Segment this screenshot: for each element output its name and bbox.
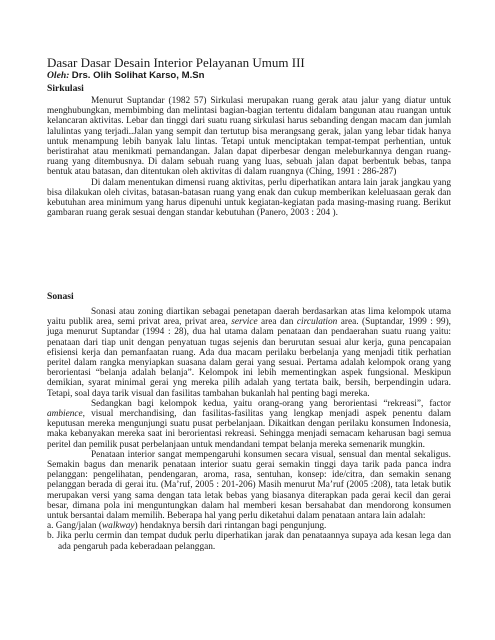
text-run: area dan — [257, 317, 297, 328]
section-heading-sirkulasi: Sirkulasi — [47, 83, 84, 94]
text-run: ) hendaknya bersih dari rintangan bagi pengunjung. — [134, 521, 327, 532]
paragraph — [47, 399, 451, 450]
text-run: Sonasi atau zoning diartikan sebagai penetapan daerah berdasarkan atas lima kelompok utama yaitu publik area, semi privat area, privat area, — [47, 307, 451, 328]
section-body-sonasi — [47, 307, 451, 552]
italic-term: service — [231, 317, 258, 328]
text-run: area. (Suptandar, 1999 : 99), juga menurut Suptandar (1994 : 28), dua hal utama dalam penataan dan pendaerahan suatu ruang yaitu: penataan dari tiap unit dengan penyatuan tugas sejenis dan berurutan sesuai alur kerja, guna pencapaian efisiensi kerja dan pemanfaatan ruang. Ada dua macam perilaku berbelanja yang menjadi titik perhatian peritel dalam rangka menyiapkan suasana dalam gerai yang sesuai. Pertama adalah kelompok orang yang berorientasi “belanja adalah belanja”. Kelompok ini lebih mementingkan aspek fungsional. Meskipun demikian, syarat minimal gerai yng mereka pilih adalah yang tertata baik, bersih, berpendingin udara. Tetapi, soal daya tarik visual dan fasilitas tambahan bukanlah hal penting bagi mereka. — [47, 317, 451, 399]
paragraph — [47, 307, 451, 399]
bullet-list — [47, 521, 451, 552]
paragraph: Menurut Suptandar (1982 57) Sirkulasi merupakan ruang gerak atau jalur yang diatur untuk menghubungkan, membimbing dan melintasi bagian-bagian tertentu didalam bangunan atau ruangan untuk kelancaran aktivitas. Lebar dan tinggi dari suatu ruang sirkulasi harus sebanding dengan macam dan jumlah lalulintas yang terjadi..Jalan yang sempit dan tertutup bisa merangsang gerak, jalan yang lebar tidak hanya untuk menampung lebih banyak lalu lintas. Tetapi untuk menciptakan tempat-tempat perhentian, untuk beristirahat atau menikmati pemandangan. Jalan dapat diperbesar dengan meleburkannya dengan ruang-ruang yang ditembusnya. Di dalam sebuah ruang yang luas, sebuah jalan dapat berbentuk bebas, tanpa bentuk atau batasan, dan ditentukan oleh aktivitas di dalam ruangnya (Ching, 1991 : 286-287) — [47, 96, 451, 178]
list-item: b. Jika perlu cermin dan tempat duduk perlu diperhatikan jarak dan penataannya supaya ada kesan lega dan ada pengaruh pada keberadaan pelanggan. — [47, 531, 451, 552]
author-line — [47, 70, 205, 81]
list-item — [47, 521, 451, 531]
paragraph: Penataan interior sangat mempengaruhi konsumen secara visual, sensual dan mental sekaligus. Semakin bagus dan menarik penataan interior suatu gerai semakin tinggi daya tarik pada panca indra pelanggan: pengelihatan, pendengaran, aroma, rasa, sentuhan, konsep: ide/citra, dan semakin senang pelanggan berada di gerai itu. (Ma’ruf, 2005 : 201-206) Masih menurut Ma’ruf (2005 :208), tata letak butik merupakan versi yang sama dengan tata letak bebas yang biasanya diterapkan pada gerai kecil dan gerai besar, dimana pola ini menguntungkan dalam hal memberi kesan bersahabat dan mendorong konsumen untuk bersantai dalam memilih. Beberapa hal yang perlu diketahui dalam penataan antara lain adalah: — [47, 449, 451, 522]
text-run: , visual merchandising, dan fasilitas-fasilitas yang lengkap menjadi aspek penentu dalam keputusan mereka mengunjungi suatu pusat perbelanjaan. Dikaitkan dengan perilaku konsumen Indonesia, maka kebanyakan mereka saat ini berorientasi rekreasi. Sehingga menjadi semacam keharusan bagi semua peritel dan pemilik pusat perbelanjaan untuk mendandani tempat belanja mereka semenarik mungkin. — [47, 409, 451, 450]
document-title: Dasar Dasar Desain Interior Pelayanan Umum III — [47, 55, 305, 70]
italic-term: circulation — [296, 317, 338, 328]
author-name: Drs. Olih Solihat Karso, M.Sn — [71, 70, 205, 81]
text-run: Sedangkan bagi kelompok kedua, yaitu orang-orang yang berorientasi “rekreasi”, factor — [91, 398, 451, 409]
author-label: Oleh: — [47, 70, 70, 81]
text-run: a. Gang/jalan ( — [47, 521, 102, 532]
section-body-sirkulasi — [47, 96, 451, 218]
paragraph: Di dalam menentukan dimensi ruang aktivitas, perlu diperhatikan antara lain jarak jangkau yang bisa dilakukan oleh civitas, batasan-batasan ruang yang enak dan cukup memberikan keleluasaan gerak dan kebutuhan area minimum yang harus dipenuhi untuk kegiatan-kegiatan pada masing-masing ruang. Berikut gambaran ruang gerak sesuai dengan standar kebutuhan (Panero, 2003 : 204 ). — [47, 177, 451, 219]
section-heading-sonasi: Sonasi — [47, 291, 74, 302]
italic-term: walkway — [101, 521, 135, 532]
italic-term: ambience — [47, 409, 83, 420]
